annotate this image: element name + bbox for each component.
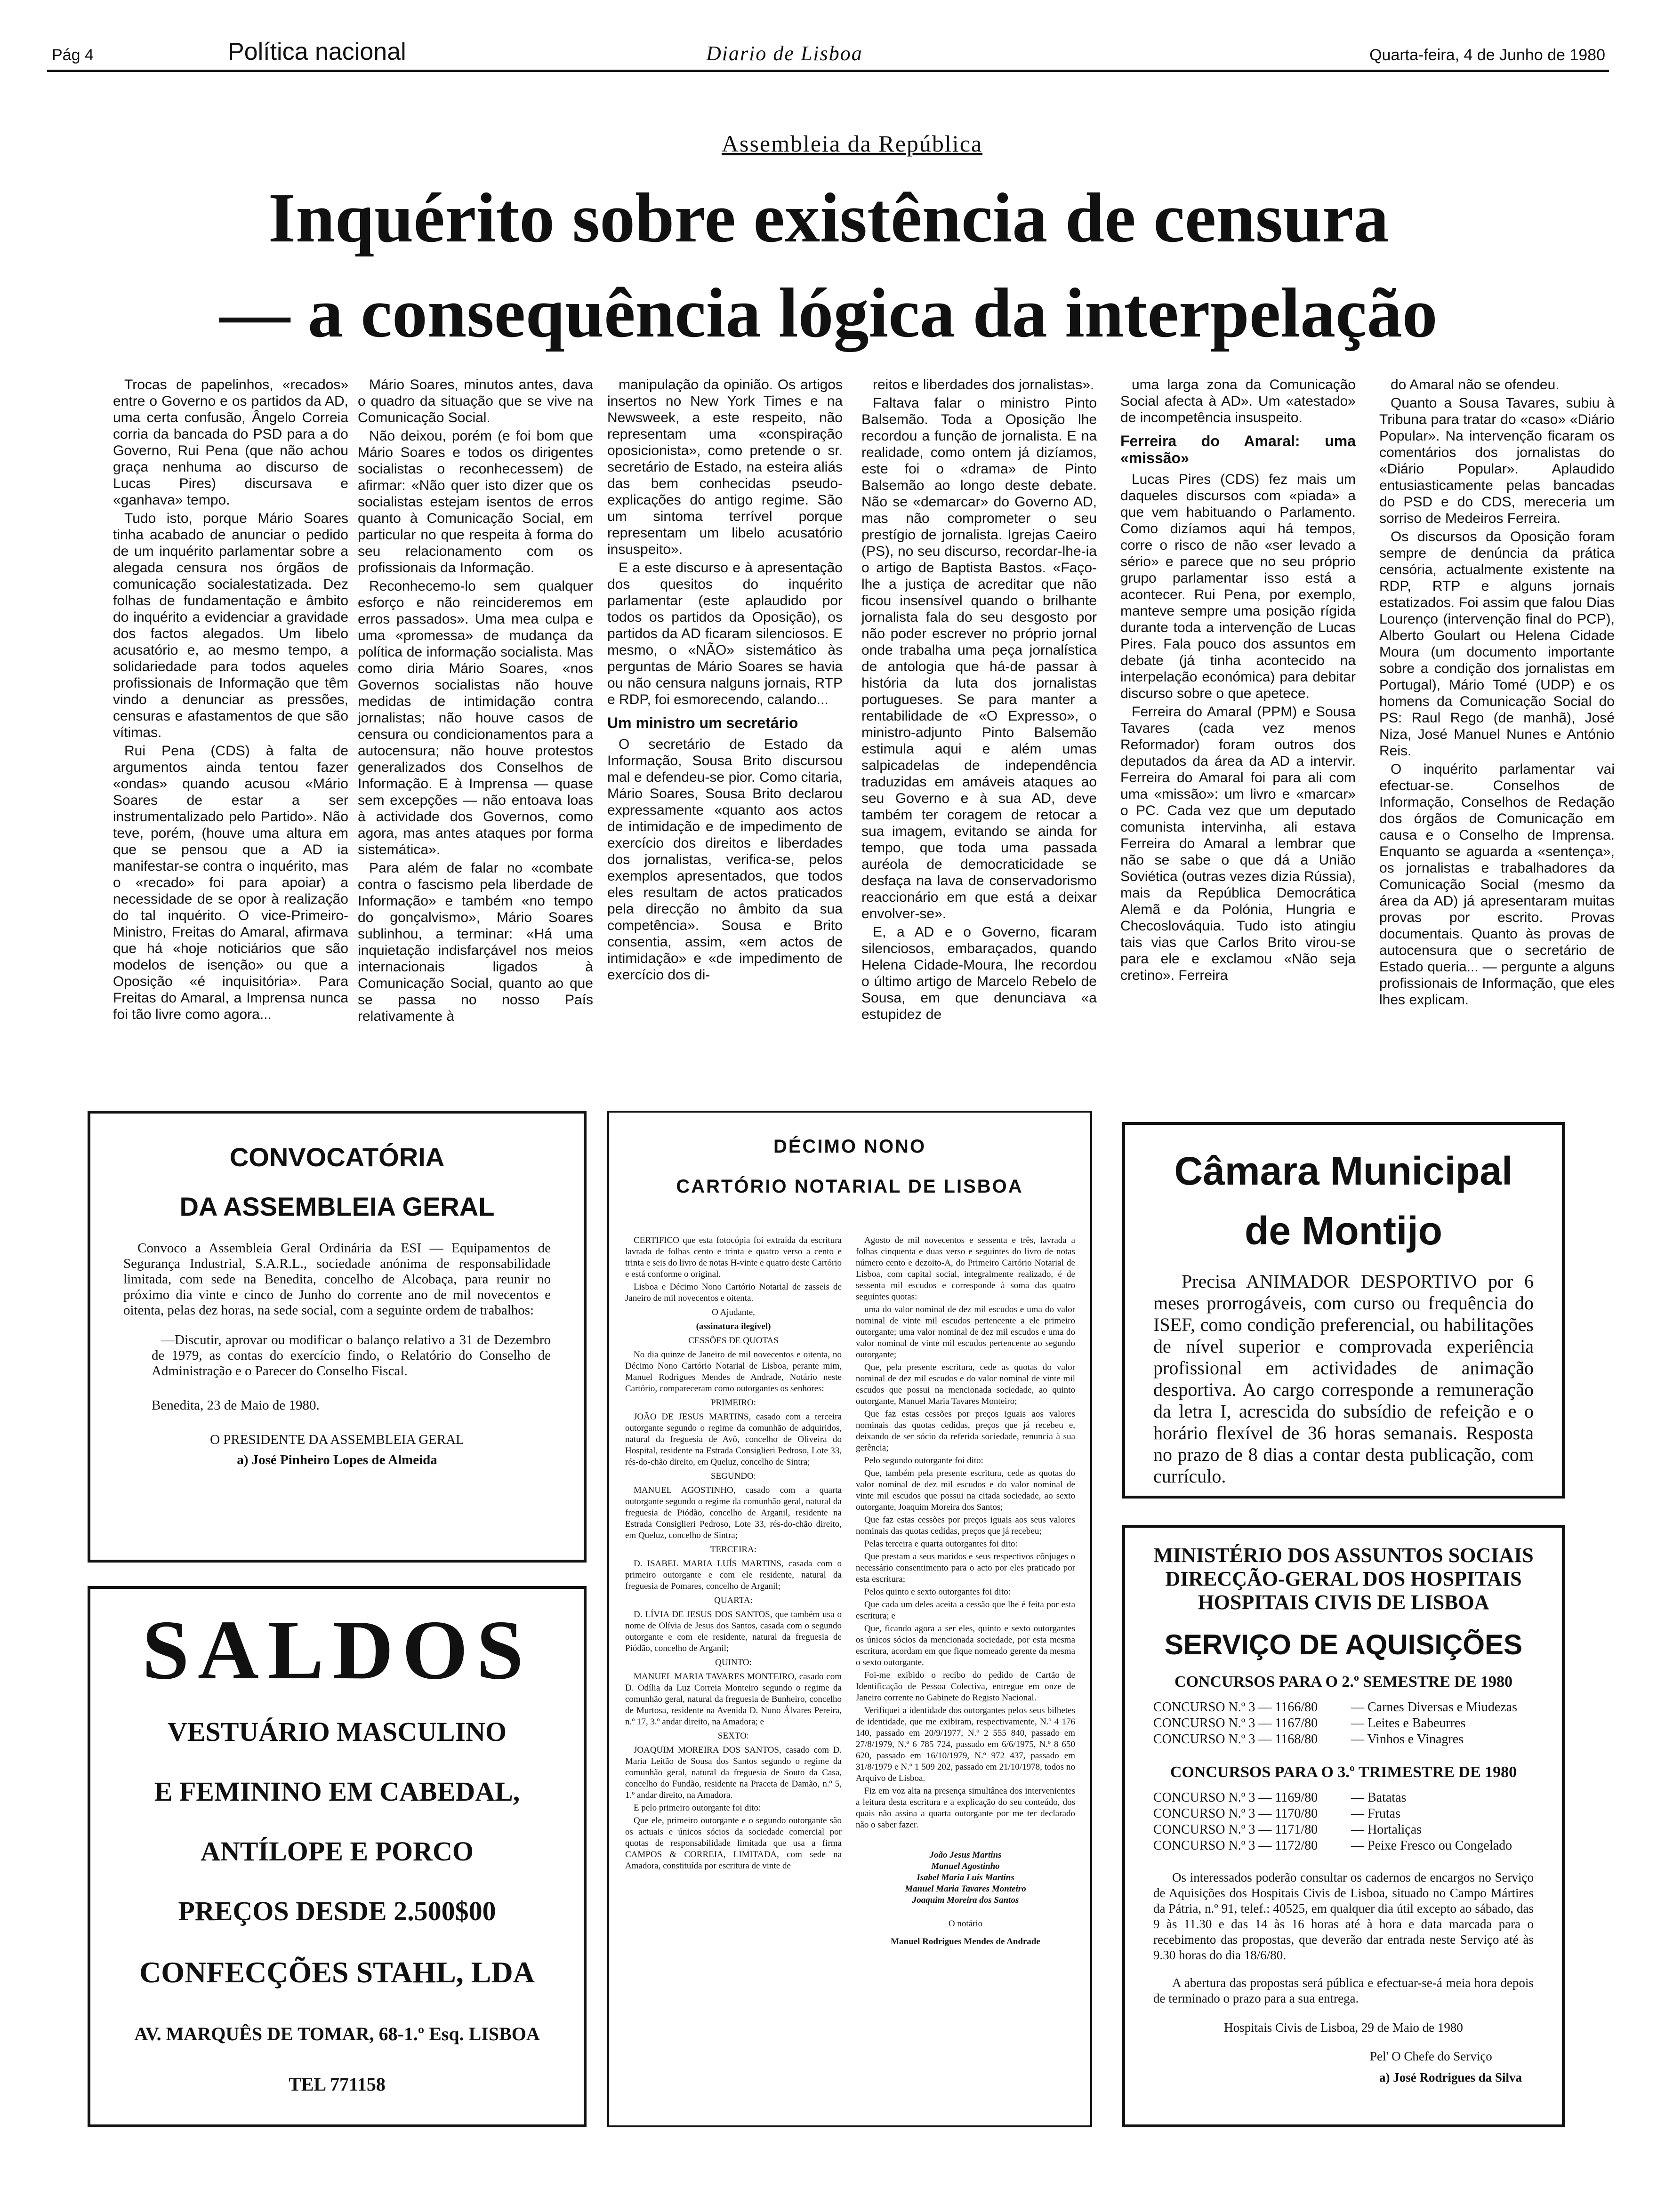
- paragraph: CESSÕES DE QUOTAS: [688, 1336, 779, 1346]
- tender-item: — Vinhos e Vinagres: [1351, 1732, 1464, 1747]
- ad-title: DA ASSEMBLEIA GERAL: [179, 1192, 495, 1221]
- subheading: Um ministro um secretário: [607, 714, 798, 731]
- tender-item: — Batatas: [1351, 1790, 1407, 1805]
- tender-item: — Peixe Fresco ou Congelado: [1351, 1838, 1512, 1853]
- headline-line-2: — a consequência lógica da interpelação: [219, 274, 1438, 352]
- ad-phone: TEL 771158: [289, 2074, 386, 2095]
- paragraph: Que faz estas cessões por preços iguais aos seus valores nominais das quotas cedidas, preços que já recebeu;: [856, 1515, 1075, 1536]
- paragraph: D. ISABEL MARIA LUÍS MARTINS, casada com o primeiro outorgante e com ele residente, natural da freguesia de Pomares, concelho de Arganil;: [625, 1559, 842, 1591]
- paragraph: Que cada um deles aceita a cessão que lhe é feita por esta escritura; e: [856, 1600, 1075, 1621]
- ad-signature: a) José Pinheiro Lopes de Almeida: [237, 1452, 437, 1467]
- paragraph: Pelo segundo outorgante foi dito:: [864, 1456, 983, 1466]
- paragraph: QUINTO:: [715, 1658, 752, 1667]
- paragraph: Os discursos da Oposição foram sempre de denúncia da prática censória, actualmente existente na RDP, RTP e alguns jornais estatizados. Foi assim que falou Dias Lourenço (intervenção final do PCP), Alberto Goulart ou Helena Cidade Moura (um documento importante sobre a condição dos jornalistas em Portugal), Mário Tomé (UDP) e os homens da Comunicação Social do PS: Raul Rego (de manhã), José Niza, José Manuel Nunes e António Reis.: [1379, 529, 1615, 759]
- header-rule: [47, 70, 1609, 72]
- paragraph: CERTIFICO que esta fotocópia foi extraída da escritura lavrada de folhas cento e trinta e quatro verso a cento e trinta e seis do livro de notas H-vinte e quatro deste Cartório e está conforme o original.: [625, 1235, 842, 1279]
- tender-ref: CONCURSO N.º 3 — 1170/80: [1153, 1806, 1318, 1821]
- signatory: Manuel Maria Tavares Monteiro: [905, 1884, 1026, 1894]
- ad-role: O PRESIDENTE DA ASSEMBLEIA GERAL: [210, 1432, 464, 1447]
- ad-title: CARTÓRIO NOTARIAL DE LISBOA: [676, 1176, 1023, 1197]
- ad-title: HOSPITAIS CIVIS DE LISBOA: [1198, 1591, 1489, 1614]
- paragraph: PRIMEIRO:: [710, 1398, 756, 1408]
- paragraph: Ferreira do Amaral (PPM) e Sousa Tavares (cada vez menos Reformador) foram outros dos deputados da área da AD a intervir. Ferreira do Amaral foi para ali com uma «missão»: um livro e «marcar» o PC. Cada vez que um deputado comunista intervinha, ali estava Ferreira do Amaral a lembrar que não se sabe o que dá a União Soviética (outras vezes dizia Rússia), mais da República Democrática Alemã e da Polónia, Hungria e Checoslováquia. Tudo isto atingiu tais vias que Carlos Brito virou-se para ele e exclamou «Não seja cretino». Ferreira: [1120, 704, 1356, 983]
- paragraph: Fiz em voz alta na presença simultânea dos intervenientes a leitura desta escritura e a explicação do seu conteúdo, dos quais não assina a quarta outorgante por me ter declarado não o saber fazer.: [856, 1786, 1075, 1830]
- tender-list: [1153, 1699, 1534, 1747]
- ad-title: Câmara Municipal: [1174, 1149, 1513, 1193]
- ad-agenda-item: —Discutir, aprovar ou modificar o balanço relativo a 31 de Dezembro de 1979, as contas do exercício findo, o Relatório do Conselho de Administração e o Parecer do Conselho Fiscal.: [152, 1332, 551, 1378]
- paragraph: uma larga zona da Comunicação Social afecta à AD». Um «atestado» de incompetência insuspeito.: [1120, 377, 1356, 425]
- signatory: João Jesus Martins: [929, 1850, 1002, 1860]
- paragraph: O Ajudante,: [712, 1307, 755, 1317]
- ad-line: ANTÍLOPE E PORCO: [200, 1836, 474, 1867]
- page-number: Pág 4: [52, 46, 94, 64]
- tender-item: — Carnes Diversas e Miudezas: [1351, 1700, 1518, 1715]
- tender-row: [1153, 1731, 1534, 1747]
- ad-title: DÉCIMO NONO: [773, 1136, 926, 1157]
- ad-title: de Montijo: [1245, 1209, 1442, 1253]
- ad-camara-montijo: [1122, 1122, 1565, 1499]
- tender-ref: CONCURSO N.º 3 — 1172/80: [1153, 1838, 1318, 1853]
- ad-line: VESTUÁRIO MASCULINO: [167, 1716, 507, 1747]
- ad-title: DIRECÇÃO-GERAL DOS HOSPITAIS: [1165, 1567, 1522, 1590]
- signatory: Joaquim Moreira dos Santos: [912, 1895, 1019, 1905]
- service-title: SERVIÇO DE AQUISIÇÕES: [1164, 1629, 1523, 1660]
- paragraph: Verifiquei a identidade dos outorgantes pelos seus bilhetes de identidade, que me exibiram, respectivamente, N.º 4 176 140, passado em 20/9/1977, N.º 2 555 840, passado em 27/8/1979, N.º 6 785 724, passado em 6/6/1975, N.º 8 650 620, passado em 16/10/1979, N.º 972 437, passado em 31/8/1979 e N.º 1 509 202, passado em 21/10/1978, todos no Arquivo de Lisboa.: [856, 1706, 1075, 1783]
- paragraph: Lucas Pires (CDS) fez mais um daqueles discursos com «piada» a que vem habituando o Parlamento. Como dizíamos aqui há tempos, corre o risco de não «ser levado a sério» e parece que no seu próprio grupo parlamentar isso está a acontecer. Rui Pena, por exemplo, manteve sempre uma posição rígida durante toda a intervenção de Lucas Pires. Fala pouco dos assuntos em debate (já tinha acontecido na interpelação económica) para debitar discurso sobre o que apetece.: [1120, 472, 1356, 701]
- tender-item: — Leites e Babeurres: [1351, 1716, 1466, 1731]
- tender-ref: CONCURSO N.º 3 — 1168/80: [1153, 1732, 1318, 1747]
- ad-line: E FEMININO EM CABEDAL,: [154, 1776, 520, 1807]
- paragraph: do Amaral não se ofendeu.: [1391, 377, 1560, 393]
- article-column-6: [1379, 377, 1615, 1010]
- paragraph: Que, ficando agora a ser eles, quinto e sexto outorgantes os únicos sócios da mencionada sociedade, por esta mesma escritura, acordam em que fique nomeado gerente da mesma o sexto outorgante.: [856, 1624, 1075, 1667]
- ad-body: Convoco a Assembleia Geral Ordinária da ESI — Equipamentos de Segurança Industrial, S.A.R.L., sociedade anónima de responsabilidade limitada, com sede na Benedita, concelho de Alcobaça, para reunir no próximo dia vinte e cinco de Junho do corrente ano de mil novecentos e oitenta, pelas dez horas, na sede social, com a seguinte ordem de trabalhos:: [123, 1241, 551, 1318]
- paragraph: reitos e liberdades dos jornalistas».: [873, 377, 1094, 393]
- paragraph: Trocas de papelinhos, «recados» entre o Governo e os partidos da AD, uma certa confusão, Ângelo Correia corria da bancada do PSD para a do Governo, Rui Pena (que não achou graça nenhuma ao discurso de Lucas Pires) discursava e «ganhava» tempo.: [113, 377, 348, 508]
- paragraph: Não deixou, porém (e foi bom que Mário Soares e todos os dirigentes socialistas o reconhecessem) de afirmar: «Não quer isto dizer que os socialistas estejam isentos de erros quanto à Comunicação Social, em particular no que respeita à forma do seu relacionamento com os profissionais da Informação.: [358, 428, 593, 576]
- section-title: CONCURSOS PARA O 2.º SEMESTRE DE 1980: [1174, 1673, 1513, 1691]
- headline-line-1: Inquérito sobre existência de censura: [268, 179, 1389, 257]
- ad-line: PREÇOS DESDE 2.500$00: [178, 1896, 496, 1926]
- ad-body: Os interessados poderão consultar os cadernos de encargos no Serviço de Aquisições dos Hospitais Civis de Lisboa, situado no Campo Mártires da Pátria, n.º 91, telef.: 40525, em qualquer dia útil excepto ao sábado, das 9 às 11.30 e das 14 às 16 horas até à hora e data marcada para o recebimento das propostas, que deverão dar entrada neste Serviço até às 9.30 horas do dia 18/6/80.: [1153, 1870, 1534, 1962]
- notarial-text-right: [856, 1235, 1075, 1948]
- signatory: Isabel Maria Luís Martins: [917, 1873, 1014, 1883]
- signatories: [856, 1850, 1075, 1906]
- issue-date: Quarta-feira, 4 de Junho de 1980: [1369, 46, 1605, 64]
- ad-body: A abertura das propostas será pública e efectuar-se-á meia hora depois de terminado o prazo para a sua entrega.: [1153, 1976, 1534, 2005]
- paragraph: Tudo isto, porque Mário Soares tinha acabado de anunciar o pedido de um inquérito parlamentar sobre a alegada censura nos órgãos de comunicação socialestatizada. Dez folhas de fundamentação e âmbito do inquérito a evidenciar a gravidade dos factos alegados. Um libelo acusatório e, ao mesmo tempo, a solidariedade para todos aqueles profissionais de Informação que têm vindo a denunciar as pressões, censuras e afastamentos de que são vítimas.: [113, 511, 348, 740]
- paragraph: E, a AD e o Governo, ficaram silenciosos, embaraçados, quando Helena Cidade-Moura, lhe recordou o último artigo de Marcelo Rebelo de Sousa, em que denunciava «a estupidez de: [861, 924, 1097, 1022]
- tender-row: [1153, 1790, 1534, 1806]
- paragraph: Que ele, primeiro outorgante e o segundo outorgante são os actuais e únicos sócios da sociedade comercial por quotas de responsabilidade limitada que usa a firma CAMPOS & CORREIA, LIMITADA, com sede na Amadora, constituída por escritura de vinte de: [625, 1816, 842, 1871]
- article-column-3: [607, 377, 843, 985]
- tender-list: [1153, 1790, 1534, 1854]
- section-title: Política nacional: [228, 38, 406, 65]
- paragraph: Que faz estas cessões por preços iguais aos valores nominais das quotas cedidas, preços que já recebeu e, deixando de ser sócio da referida sociedade, renuncia à sua gerência;: [856, 1409, 1075, 1453]
- article-column-2: [358, 377, 593, 1026]
- ad-convocatoria: [88, 1111, 587, 1563]
- paragraph: QUARTA:: [714, 1595, 753, 1605]
- paragraph: Que, pela presente escritura, cede as quotas do valor nominal de dez mil escudos e do valor nominal de vinte mil escudos que possui na mencionada sociedade, ao quinto outorgante, Manuel Maria Tavares Monteiro;: [856, 1362, 1075, 1406]
- ad-cartorio: [607, 1111, 1092, 2127]
- paragraph: JOÃO DE JESUS MARTINS, casado com a terceira outorgante segundo o regime da comunhão de adquiridos, natural da freguesia de Avô, concelho de Oliveira do Hospital, residente na Estrada Consiglieri Pedroso, Lote 33, rés-do-chão direito, em Queluz, concelho de Sintra;: [625, 1412, 842, 1467]
- ad-place-date: Hospitais Civis de Lisboa, 29 de Maio de 1980: [1224, 2020, 1463, 2035]
- ad-body: Precisa ANIMADOR DESPORTIVO por 6 meses prorrogáveis, com curso ou frequência do ISEF, como condição preferencial, ou habilitações de nível superior e comprovada experiência profissional em actividades de animação desportiva. Ao cargo corresponde a remuneração da letra I, acrescida do subsídio de refeição e o horário flexível de 36 horas semanais. Resposta no prazo de 8 dias a contar desta publicação, com currículo.: [1153, 1271, 1534, 1487]
- notary-name: Manuel Rodrigues Mendes de Andrade: [891, 1937, 1040, 1947]
- article-kicker: Assembleia da República: [721, 130, 983, 157]
- article-column-5: [1120, 377, 1356, 986]
- paragraph: Agosto de mil novecentos e sessenta e três, lavrada a folhas cinquenta e duas verso e seguintes do livro de notas número cento e dezoito-A, do Primeiro Cartório Notarial de Lisboa, com capital social, integralmente realizado, é de sessenta mil escudos e corresponde à soma das quatro seguintes quotas:: [856, 1235, 1075, 1302]
- ad-saldos: [88, 1586, 587, 2127]
- ad-line: CONFECÇÕES STAHL, LDA: [139, 1956, 535, 1989]
- tender-row: [1153, 1838, 1534, 1854]
- paragraph: Para além de falar no «combate contra o fascismo pela liberdade de Informação» e também «no tempo do gonçalvismo», Mário Soares sublinhou, a terminar: «Há uma inquietação indisfarçável nos meios internacionais ligados à Comunicação Social, quanto ao que se passa no nosso País relativamente à: [358, 860, 593, 1024]
- tender-ref: CONCURSO N.º 3 — 1171/80: [1153, 1822, 1318, 1837]
- ad-title: MINISTÉRIO DOS ASSUNTOS SOCIAIS: [1153, 1544, 1534, 1567]
- paragraph: E pelo primeiro outorgante foi dito:: [634, 1803, 761, 1813]
- paragraph: D. LÍVIA DE JESUS DOS SANTOS, que também usa o nome de Olívia de Jesus dos Santos, casada com o segundo outorgante e com ele residente, natural da freguesia de Piódão, concelho de Arganil;: [625, 1610, 842, 1653]
- paragraph: O inquérito parlamentar vai efectuar-se. Conselhos de Informação, Conselhos de Redação dos órgãos de Comunicação em causa e o Conselho de Imprensa. Enquanto se aguarda a «sentença», os jornalistas e trabalhadores da Comunicação Social (mesmo da área da AD) já apresentaram muitas provas por escrito. Provas documentais. Quanto às provas de autocensura que o secretário de Estado queria... — pergunte a alguns profissionais de Informação, que eles lhes explicam.: [1379, 761, 1615, 1008]
- tender-row: [1153, 1806, 1534, 1822]
- tender-ref: CONCURSO N.º 3 — 1167/80: [1153, 1716, 1318, 1731]
- ad-ministerio-hospitais: [1122, 1525, 1565, 2127]
- tender-item: — Hortaliças: [1351, 1822, 1422, 1837]
- ad-role: Pel' O Chefe do Serviço: [1370, 2049, 1492, 2063]
- signatory: Manuel Agostinho: [931, 1861, 1000, 1871]
- tender-item: — Frutas: [1351, 1806, 1400, 1821]
- paragraph: Que prestam a seus maridos e seus respectivos cônjuges o necessário consentimento para o acto por eles praticado por esta escritura;: [856, 1552, 1075, 1584]
- masthead: Diario de Lisboa: [706, 42, 863, 65]
- section-title: CONCURSOS PARA O 3.º TRIMESTRE DE 1980: [1170, 1763, 1517, 1781]
- ad-title: SALDOS: [142, 1603, 532, 1697]
- ad-title: CONVOCATÓRIA: [229, 1142, 445, 1172]
- ad-place-date: Benedita, 23 de Maio de 1980.: [152, 1398, 320, 1413]
- paragraph: Rui Pena (CDS) à falta de argumentos ainda tentou fazer «ondas» quando acusou «Mário Soares de estar a ser instrumentalizado pelo Partido». Não teve, porém, (houve uma altura em que se pensou que a AD ia manifestar-se contra o inquérito, mas o «recado» foi para apoiar) a necessidade de se opor à realização do tal inquérito. O vice-Primeiro-Ministro, Freitas do Amaral, afirmava que há «hoje noticiários que são modelos de isenção» ou que a Oposição «é inquisitória». Para Freitas do Amaral, a Imprensa nunca foi tão livre como agora...: [113, 743, 348, 1022]
- tender-ref: CONCURSO N.º 3 — 1169/80: [1153, 1790, 1318, 1805]
- paragraph: SEXTO:: [717, 1731, 749, 1741]
- paragraph: Foi-me exibido o recibo do pedido de Cartão de Identificação de Pessoa Colectiva, entregue em onze de Janeiro corrente no Gabinete do Registo Nacional.: [856, 1670, 1075, 1703]
- paragraph: SEGUNDO:: [710, 1471, 756, 1481]
- paragraph: JOAQUIM MOREIRA DOS SANTOS, casado com D. Maria Leitão de Sousa dos Santos segundo o regime da comunhão geral, natural da freguesia de Souto da Casa, concelho do Fundão, residente na Praceta de Damão, n.º 5, 1.º andar direito, na Amadora.: [625, 1745, 842, 1800]
- ad-address: AV. MARQUÊS DE TOMAR, 68-1.º Esq. LISBOA: [134, 2023, 540, 2044]
- paragraph: Pelas terceira e quarta outorgantes foi dito:: [864, 1539, 1018, 1549]
- paragraph: Mário Soares, minutos antes, dava o quadro da situação que se vive na Comunicação Social.: [358, 377, 593, 425]
- paragraph: Que, também pela presente escritura, cede as quotas do valor nominal de dez mil escudos e do valor nominal de vinte mil escudos que possui na citada sociedade, ao sexto outorgante, Joaquim Moreira dos Santos;: [856, 1468, 1075, 1512]
- tender-row: [1153, 1699, 1534, 1715]
- paragraph: Faltava falar o ministro Pinto Balsemão. Toda a Oposição lhe recordou a função de jornalista. E na realidade, como ontem já dizíamos, este foi o «drama» de Pinto Balsemão ao longo deste debate. Não se «demarcar» do Governo AD, mas não comprometer o seu prestígio de jornalista. Igrejas Caeiro (PS), no seu discurso, recordar-lhe-ia o artigo de Baptista Bastos. «Faço-lhe a justiça de acreditar que não ficou insensível quando o brilhante jornalista fala do seu desgosto por não poder escrever no próprio jornal onde trabalha uma peça jornalística de antologia que há-de passar à história da luta dos jornalistas portugueses. Se para manter a rentabilidade de «O Expresso», o ministro-adjunto Pinto Balsemão estimula aqui e além umas salpicadelas de independência traduzidas em amáveis ataques ao seu Governo e à sua AD, deve também ter coragem de retocar a sua imagem, evitando se ainda for tempo, que toda uma passada auréola de democraticidade se desfaça na lava de conservadorismo reaccionário em que está a deixar envolver-se».: [861, 395, 1097, 922]
- notary-label: O notário: [948, 1919, 983, 1929]
- paragraph: Lisboa e Décimo Nono Cartório Notarial de zasseis de Janeiro de mil novecentos e oitenta.: [625, 1282, 842, 1303]
- subheading: Ferreira do Amaral: uma «missão»: [1120, 433, 1356, 466]
- notarial-text-left: [625, 1235, 842, 1873]
- tender-ref: CONCURSO N.º 3 — 1166/80: [1153, 1700, 1318, 1715]
- paragraph: Quanto a Sousa Tavares, subiu à Tribuna para tratar do «caso» «Diário Popular». Na intervenção ficaram os comentários dos jornalistas do «Diário Popular». Aplaudido entusiasticamente pelas bancadas do PSD e do CDS, mereceria um sorriso de Medeiros Ferreira.: [1379, 395, 1615, 526]
- paragraph: (assinatura ilegível): [696, 1322, 771, 1331]
- paragraph: MANUEL MARIA TAVARES MONTEIRO, casado com D. Odília da Luz Correia Monteiro segundo o regime da comunhão geral, natural da freguesia de Bunheiro, concelho de Murtosa, residente na Avenida D. Nuno Álvares Pereira, n.º 17, 3.º andar direito, na Amadora; e: [625, 1672, 842, 1727]
- ad-signature: a) José Rodrigues da Silva: [1379, 2070, 1522, 2084]
- paragraph: E a este discurso e à apresentação dos quesitos do inquérito parlamentar (este aplaudido por todos os partidos da Oposição), os partidos da AD ficaram silenciosos. E mesmo, o «NÃO» sistemático às perguntas de Mário Soares se havia ou não censura nalguns jornais, RTP e RDP, foi esmorecendo, calando...: [607, 560, 843, 707]
- paragraph: No dia quinze de Janeiro de mil novecentos e oitenta, no Décimo Nono Cartório Notarial de Lisboa, perante mim, Manuel Rodrigues Mendes de Andrade, Notário neste Cartório, compareceram como outorgantes os senhores:: [625, 1350, 842, 1394]
- paragraph: Reconhecemo-lo sem qualquer esforço e não reincideremos em erros passados». Uma mea culpa e uma «promessa» de mudança da política de informação socialista. Mas como diria Mário Soares, «nos Governos socialistas não houve medidas de intimidação contra jornalistas; não houve casos de censura ou condicionamentos para a autocensura; não houve protestos generalizados dos Conselhos de Informação. E à Imprensa — quase sem excepções — não entoava loas à actividade dos Governos, como agora, mas antes ataques por forma sistemática».: [358, 578, 593, 858]
- paragraph: manipulação da opinião. Os artigos insertos no New York Times e na Newsweek, a este respeito, não representam uma «conspiração oposicionista», como pretende o sr. secretário de Estado, na esteira aliás das bem conhecidas pseudo-explicações do antigo regime. São um sintoma terrível porque representam um libelo acusatório insuspeito».: [607, 377, 843, 557]
- paragraph: Pelos quinto e sexto outorgantes foi dito:: [864, 1587, 1011, 1597]
- paragraph: MANUEL AGOSTINHO, casado com a quarta outorgante segundo o regime da comunhão geral, natural da freguesia de Piódão, concelho de Arganil, residente na Estrada Consiglieri Pedroso, Lote 33, rés-do-chão direito, em Queluz, concelho de Sintra;: [625, 1485, 842, 1540]
- paragraph: TERCEIRA:: [710, 1545, 757, 1555]
- tender-row: [1153, 1715, 1534, 1731]
- tender-row: [1153, 1822, 1534, 1838]
- paragraph: uma do valor nominal de dez mil escudos e uma do valor nominal de vinte mil escudos pertencente a ele primeiro outorgante; uma valor nominal de dez mil escudos e uma do valor nominal de vinte mil escudos pertencente ao segundo outorgante;: [856, 1305, 1075, 1360]
- article-column-4: [861, 377, 1097, 1025]
- article-column-1: [113, 377, 348, 1025]
- paragraph: O secretário de Estado da Informação, Sousa Brito discursou mal e defendeu-se pior. Como citaria, Mário Soares, Sousa Brito declarou expressamente «quanto aos actos de intimidação e de impedimento de exercício dos direitos e liberdades dos jornalistas, verifica-se, pelos exemplos apresentados, que todos eles resultam de actos praticados pela direcção no âmbito da sua competência». Sousa e Brito consentia, assim, «em actos de intimidação» e «de impedimento de exercício dos di-: [607, 737, 843, 983]
